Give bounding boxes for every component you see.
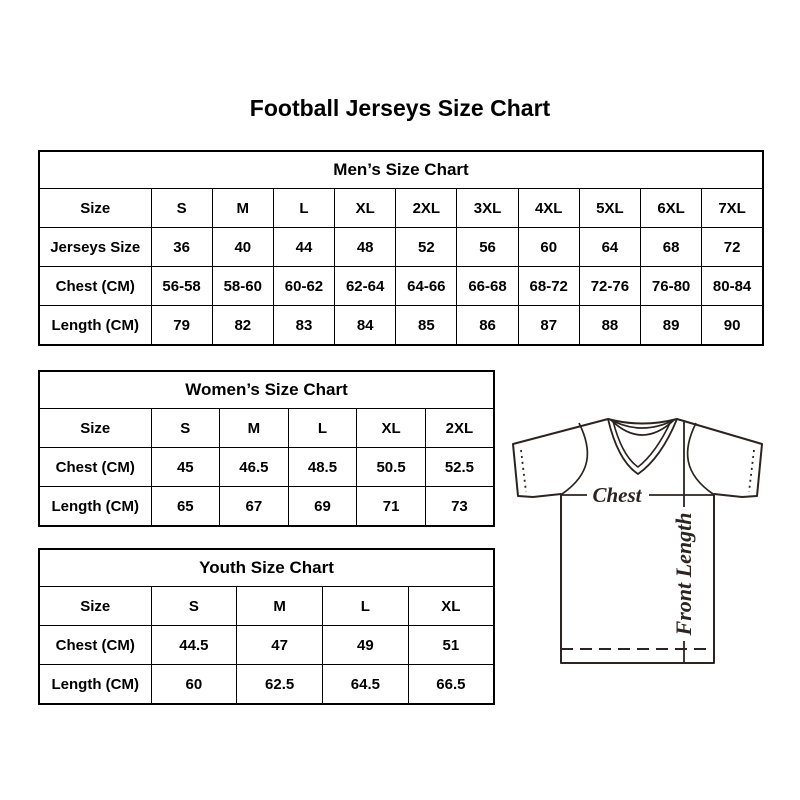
table-cell: 72 — [702, 228, 763, 267]
table-cell: 84 — [335, 306, 396, 346]
jersey-outline — [513, 419, 762, 663]
table-cell: 49 — [323, 626, 409, 665]
table-cell: 73 — [425, 487, 494, 527]
row-label: Jerseys Size — [39, 228, 151, 267]
table-cell: 90 — [702, 306, 763, 346]
table-cell: 62-64 — [335, 267, 396, 306]
table-cell: L — [323, 587, 409, 626]
row-label: Size — [39, 409, 151, 448]
table-cell: 48 — [335, 228, 396, 267]
row-label: Length (CM) — [39, 665, 151, 705]
table-cell: 67 — [220, 487, 289, 527]
womens-title-row — [39, 371, 494, 409]
mens-row — [39, 228, 763, 267]
table-cell: 50.5 — [357, 448, 426, 487]
table-cell: XL — [408, 587, 494, 626]
table-cell: 66.5 — [408, 665, 494, 705]
table-cell: 88 — [579, 306, 640, 346]
mens-row — [39, 267, 763, 306]
youth-row — [39, 587, 494, 626]
table-cell: 72-76 — [579, 267, 640, 306]
table-cell: 83 — [273, 306, 334, 346]
table-cell: M — [237, 587, 323, 626]
table-cell: M — [212, 189, 273, 228]
table-cell: 48.5 — [288, 448, 357, 487]
table-cell: 5XL — [579, 189, 640, 228]
table-cell: 64 — [579, 228, 640, 267]
mens-row — [39, 306, 763, 346]
row-label: Size — [39, 189, 151, 228]
table-cell: 45 — [151, 448, 220, 487]
table-cell: 4XL — [518, 189, 579, 228]
youth-table-title: Youth Size Chart — [39, 549, 494, 587]
womens-row — [39, 409, 494, 448]
table-cell: 2XL — [396, 189, 457, 228]
row-label: Size — [39, 587, 151, 626]
row-label: Chest (CM) — [39, 448, 151, 487]
mens-table-title: Men’s Size Chart — [39, 151, 763, 189]
table-cell: 60-62 — [273, 267, 334, 306]
table-cell: 82 — [212, 306, 273, 346]
table-cell: S — [151, 189, 212, 228]
table-cell: 76-80 — [641, 267, 702, 306]
womens-row — [39, 448, 494, 487]
table-cell: 56 — [457, 228, 518, 267]
table-cell: 60 — [518, 228, 579, 267]
table-cell: 68 — [641, 228, 702, 267]
table-cell: 65 — [151, 487, 220, 527]
table-cell: 80-84 — [702, 267, 763, 306]
table-cell: 64-66 — [396, 267, 457, 306]
table-cell: 7XL — [702, 189, 763, 228]
row-label: Length (CM) — [39, 487, 151, 527]
table-cell: XL — [357, 409, 426, 448]
table-cell: S — [151, 409, 220, 448]
table-cell: L — [288, 409, 357, 448]
table-cell: 52.5 — [425, 448, 494, 487]
table-cell: 2XL — [425, 409, 494, 448]
youth-size-table — [38, 548, 495, 705]
page-title: Football Jerseys Size Chart — [249, 95, 551, 121]
table-cell: 64.5 — [323, 665, 409, 705]
row-label: Chest (CM) — [39, 267, 151, 306]
table-cell: XL — [335, 189, 396, 228]
table-cell: 6XL — [641, 189, 702, 228]
table-cell: 46.5 — [220, 448, 289, 487]
table-cell: 44.5 — [151, 626, 237, 665]
table-cell: 86 — [457, 306, 518, 346]
youth-title-row — [39, 549, 494, 587]
table-cell: 71 — [357, 487, 426, 527]
table-cell: L — [273, 189, 334, 228]
table-cell: 85 — [396, 306, 457, 346]
row-label: Length (CM) — [39, 306, 151, 346]
row-label: Chest (CM) — [39, 626, 151, 665]
jersey-measurement-diagram — [503, 406, 775, 672]
mens-title-row — [39, 151, 763, 189]
table-cell: M — [220, 409, 289, 448]
womens-table-title: Women’s Size Chart — [39, 371, 494, 409]
chest-label: Chest — [592, 483, 642, 507]
table-cell: 58-60 — [212, 267, 273, 306]
table-cell: 3XL — [457, 189, 518, 228]
table-cell: 62.5 — [237, 665, 323, 705]
table-cell: 36 — [151, 228, 212, 267]
table-cell: 66-68 — [457, 267, 518, 306]
front-length-label: Front Length — [671, 512, 696, 636]
table-cell: 87 — [518, 306, 579, 346]
table-cell: 51 — [408, 626, 494, 665]
table-cell: 68-72 — [518, 267, 579, 306]
youth-row — [39, 665, 494, 705]
table-cell: 89 — [641, 306, 702, 346]
table-cell: 44 — [273, 228, 334, 267]
table-cell: 52 — [396, 228, 457, 267]
mens-row — [39, 189, 763, 228]
table-cell: 47 — [237, 626, 323, 665]
womens-size-table — [38, 370, 495, 527]
table-cell: 69 — [288, 487, 357, 527]
table-cell: S — [151, 587, 237, 626]
table-cell: 56-58 — [151, 267, 212, 306]
mens-size-table — [38, 150, 764, 346]
youth-row — [39, 626, 494, 665]
table-cell: 60 — [151, 665, 237, 705]
table-cell: 79 — [151, 306, 212, 346]
table-cell: 40 — [212, 228, 273, 267]
womens-row — [39, 487, 494, 527]
